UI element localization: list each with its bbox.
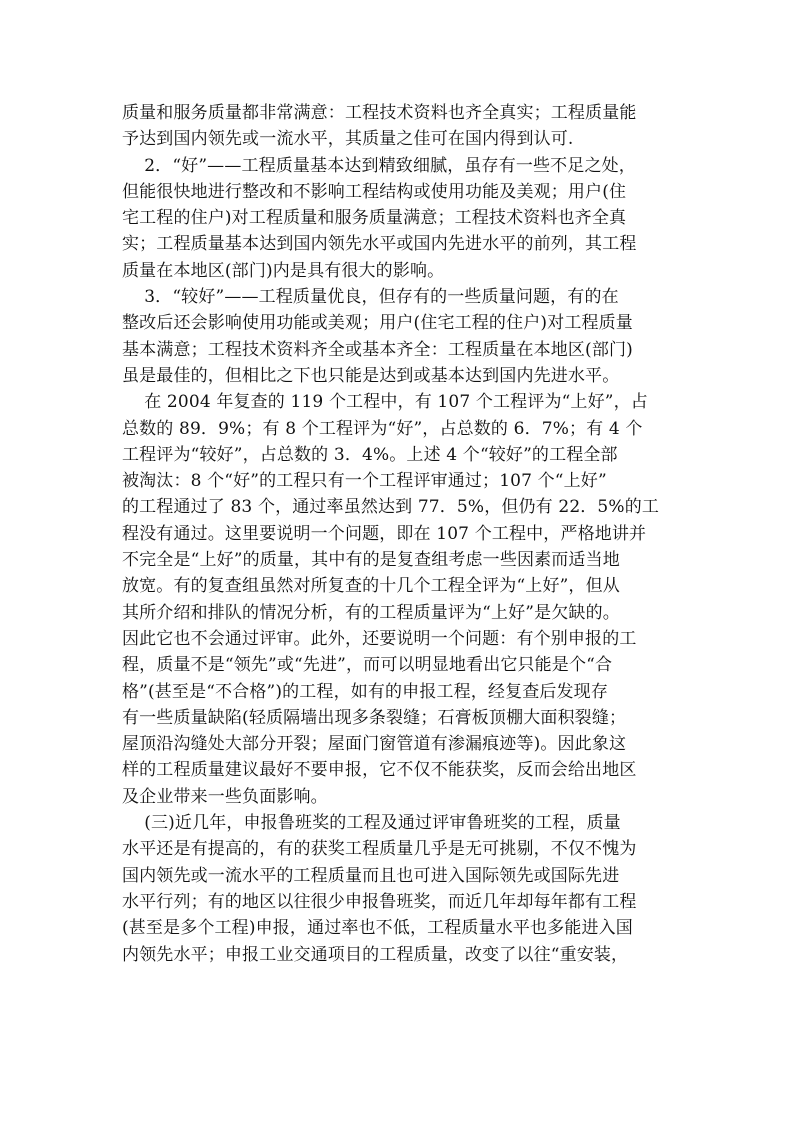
text-line: 宅工程的住户)对工程质量和服务质量满意；工程技术资料也齐全真 (122, 208, 627, 229)
text-line: 基本满意；工程技术资料齐全或基本齐全：工程质量在本地区(部门) (122, 339, 633, 360)
text-line: 2．“好”——工程质量基本达到精致细腻，虽存有一些不足之处， (122, 155, 636, 176)
text-line: 放宽。有的复查组虽然对所复查的十几个工程全评为“上好”，但从 (122, 576, 620, 597)
text-line: 屋顶沿沟缝处大部分开裂；屋面门窗管道有渗漏痕迹等)。因此象这 (122, 734, 627, 755)
text-line: 及企业带来一些负面影响。 (122, 786, 328, 807)
text-line: 程，质量不是“领先”或“先进”，而可以明显地看出它只能是个“合 (122, 655, 613, 676)
text-line: 整改后还会影响使用功能或美观；用户(住宅工程的住户)对工程质量 (122, 313, 633, 334)
text-line: (甚至是多个工程)申报，通过率也不低，工程质量水平也多能进入国 (122, 918, 633, 939)
text-line: 程没有通过。这里要说明一个问题，即在 107 个工程中，严格地讲并 (122, 523, 647, 544)
text-line: 总数的 89．9%；有 8 个工程评为“好”，占总数的 6．7%；有 4 个 (122, 418, 643, 439)
text-line: 因此它也不会通过评审。此外，还要说明一个问题：有个别申报的工 (122, 628, 637, 649)
text-line: 虽是最佳的，但相比之下也只能是达到或基本达到国内先进水平。 (122, 365, 620, 386)
text-line: 在 2004 年复查的 119 个工程中，有 107 个工程评为“上好”，占 (122, 392, 648, 413)
text-line: 工程评为“较好”，占总数的 3．4%。上述 4 个“较好”的工程全部 (122, 444, 618, 465)
text-line: 水平还是有提高的，有的获奖工程质量几乎是无可挑剔，不仅不愧为 (122, 839, 637, 860)
text-line: 但能很快地进行整改和不影响工程结构或使用功能及美观；用户(住 (122, 181, 627, 202)
text-line: 质量在本地区(部门)内是具有很大的影响。 (122, 260, 445, 281)
text-line: 实；工程质量基本达到国内领先水平或国内先进水平的前列，其工程 (122, 234, 637, 255)
document-body (122, 100, 674, 968)
text-line: 格”(甚至是“不合格”)的工程，如有的申报工程，经复查后发现存 (122, 681, 608, 702)
text-line: 3．“较好”——工程质量优良，但存有的一些质量问题，有的在 (122, 287, 619, 308)
text-line: 的工程通过了 83 个，通过率虽然达到 77．5%，但仍有 22．5%的工 (122, 497, 659, 518)
text-line: (三)近几年，申报鲁班奖的工程及通过评审鲁班奖的工程，质量 (122, 813, 621, 834)
text-line: 有一些质量缺陷(轻质隔墙出现多条裂缝；石膏板顶棚大面积裂缝； (122, 707, 627, 728)
text-line: 其所介绍和排队的情况分析，有的工程质量评为“上好”是欠缺的。 (122, 602, 620, 623)
text-line: 样的工程质量建议最好不要申报，它不仅不能获奖，反而会给出地区 (122, 760, 637, 781)
text-line: 国内领先或一流水平的工程质量而且也可进入国际领先或国际先进 (122, 865, 620, 886)
text-line: 不完全是“上好”的质量，其中有的是复查组考虑一些因素而适当地 (122, 550, 620, 571)
text-line: 质量和服务质量都非常满意：工程技术资料也齐全真实；工程质量能 (122, 103, 637, 123)
text-line: 被淘汰：8 个“好”的工程只有一个工程评审通过；107 个“上好” (122, 471, 607, 492)
text-line: 水平行列；有的地区以往很少申报鲁班奖，而近几年却每年都有工程 (122, 891, 637, 912)
text-line: 予达到国内领先或一流水平，其质量之佳可在国内得到认可. (122, 129, 574, 150)
text-line: 内领先水平；申报工业交通项目的工程质量，改变了以往“重安装， (122, 944, 629, 965)
